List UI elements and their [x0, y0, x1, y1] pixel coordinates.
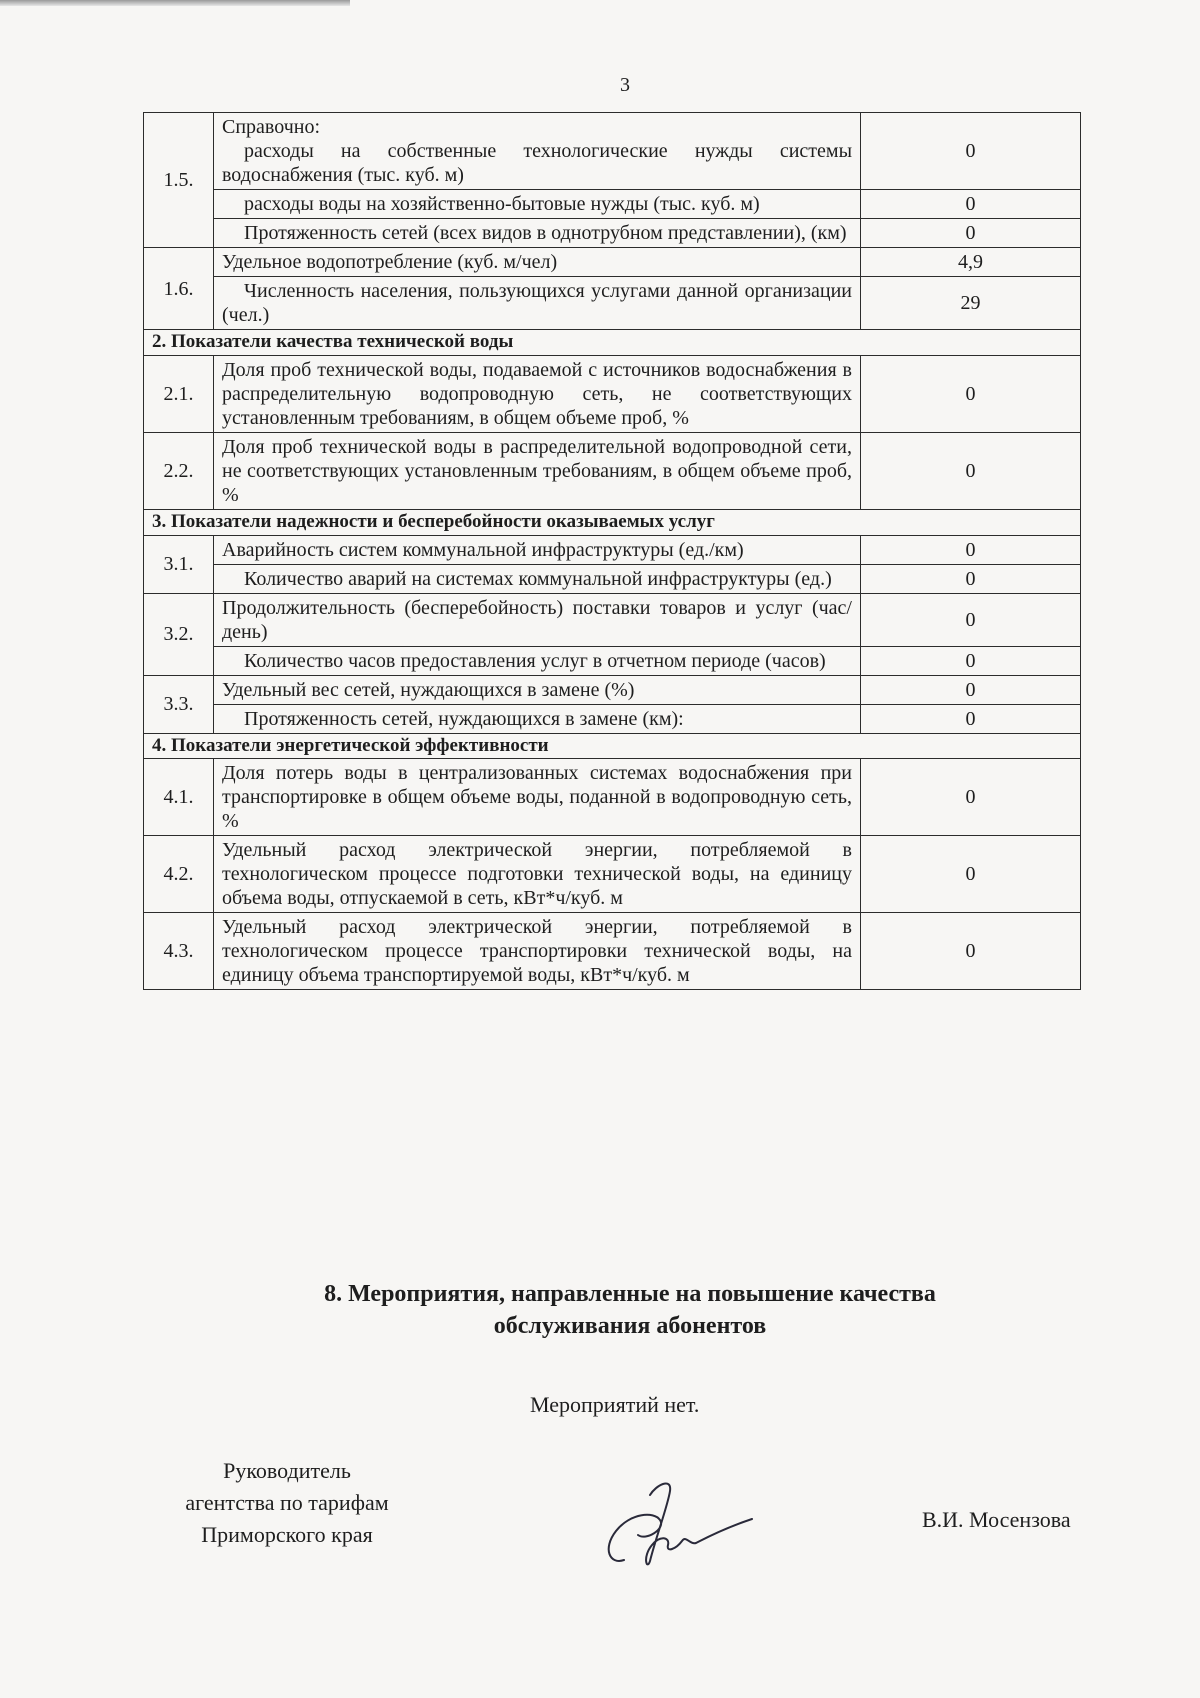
indicator-value: 0	[861, 564, 1081, 593]
table-row	[144, 646, 1081, 675]
row-number: 1.5.	[144, 113, 214, 248]
reference-label: Справочно:	[222, 116, 321, 138]
indicator-text: Протяженность сетей (всех видов в однотрубном представлении), (км)	[214, 219, 861, 248]
indicator-value: 29	[861, 277, 1081, 330]
indicator-value: 0	[861, 190, 1081, 219]
indicator-text: Удельный расход электрической энергии, потребляемой в технологическом процессе подготовки технической воды, на единицу объема воды, отпускаемой в сеть, кВт*ч/куб. м	[214, 836, 861, 913]
section-8-title	[230, 1278, 1030, 1343]
indicator-value: 0	[861, 593, 1081, 646]
indicator-value: 0	[861, 836, 1081, 913]
row-number: 3.2.	[144, 593, 214, 675]
measures-note: Мероприятий нет.	[530, 1392, 700, 1417]
table-row	[144, 564, 1081, 593]
table-row	[144, 113, 1081, 190]
row-number: 4.1.	[144, 759, 214, 836]
indicator-text	[214, 113, 861, 190]
page-number: 3	[620, 74, 630, 96]
section-header-row	[144, 733, 1081, 759]
indicator-text: Количество часов предоставления услуг в отчетном периоде (часов)	[214, 646, 861, 675]
section-header-row	[144, 509, 1081, 535]
signer-name: В.И. Мосензова	[922, 1507, 1071, 1532]
handwritten-signature	[600, 1465, 760, 1575]
table-row	[144, 593, 1081, 646]
table-row	[144, 248, 1081, 277]
table-row	[144, 836, 1081, 913]
scan-edge	[0, 0, 350, 6]
indicator-text: Удельный расход электрической энергии, потребляемой в технологическом процессе транспортировки технической воды, на единицу объема транспортируемой воды, кВт*ч/куб. м	[214, 913, 861, 990]
indicators-table	[143, 112, 1081, 990]
indicator-text: Численность населения, пользующихся услугами данной организации (чел.)	[214, 277, 861, 330]
section-header: 3. Показатели надежности и бесперебойности оказываемых услуг	[144, 509, 1081, 535]
indicator-text: Количество аварий на системах коммунальной инфраструктуры (ед.)	[214, 564, 861, 593]
indicator-text: Доля проб технической воды в распределительной водопроводной сети, не соответствующих установленным требованиям, в общем объеме проб, %	[214, 432, 861, 509]
indicator-value: 0	[861, 759, 1081, 836]
indicator-text: Удельное водопотребление (куб. м/чел)	[214, 248, 861, 277]
row-number: 4.3.	[144, 913, 214, 990]
indicator-text: Аварийность систем коммунальной инфраструктуры (ед./км)	[214, 535, 861, 564]
indicator-value: 0	[861, 646, 1081, 675]
section-header: 4. Показатели энергетической эффективности	[144, 733, 1081, 759]
indicator-text: Доля проб технической воды, подаваемой с источников водоснабжения в распределительную водопроводную сеть, не соответствующих установленным требованиям, в общем объеме проб, %	[214, 355, 861, 432]
indicator-text: Удельный вес сетей, нуждающихся в замене (%)	[214, 675, 861, 704]
row-number: 2.1.	[144, 355, 214, 432]
table-row	[144, 355, 1081, 432]
signer-position-line: Руководитель	[223, 1458, 351, 1483]
table-row	[144, 190, 1081, 219]
table-row	[144, 277, 1081, 330]
signer-position-line: агентства по тарифам	[185, 1489, 389, 1515]
indicator-value: 0	[861, 113, 1081, 190]
row-number: 3.1.	[144, 535, 214, 593]
indicator-text: Протяженность сетей, нуждающихся в замене (км):	[214, 704, 861, 733]
section-header-row	[144, 330, 1081, 356]
row-number: 3.3.	[144, 675, 214, 733]
table-row	[144, 219, 1081, 248]
table-row	[144, 432, 1081, 509]
indicator-value: 0	[861, 675, 1081, 704]
indicator-value: 0	[861, 219, 1081, 248]
indicator-value: 0	[861, 704, 1081, 733]
indicator-value: 0	[861, 432, 1081, 509]
indicator-text-line: расходы на собственные технологические нужды системы водоснабжения (тыс. куб. м)	[222, 140, 852, 186]
row-number: 4.2.	[144, 836, 214, 913]
indicator-text: расходы воды на хозяйственно-бытовые нужды (тыс. куб. м)	[214, 190, 861, 219]
signer-position	[152, 1455, 422, 1551]
indicator-value: 0	[861, 913, 1081, 990]
indicator-text: Продолжительность (бесперебойность) поставки товаров и услуг (час/день)	[214, 593, 861, 646]
table-row	[144, 759, 1081, 836]
section-8-title-line: обслуживания абонентов	[493, 1313, 767, 1340]
table-row	[144, 535, 1081, 564]
row-number: 2.2.	[144, 432, 214, 509]
indicator-text: Доля потерь воды в централизованных системах водоснабжения при транспортировке в общем объеме воды, поданной в водопроводную сеть, %	[214, 759, 861, 836]
table-row	[144, 704, 1081, 733]
indicator-value: 4,9	[861, 248, 1081, 277]
indicator-value: 0	[861, 535, 1081, 564]
signer-position-line: Приморского края	[201, 1521, 373, 1547]
indicator-value: 0	[861, 355, 1081, 432]
section-header: 2. Показатели качества технической воды	[144, 330, 1081, 356]
table-row	[144, 675, 1081, 704]
section-8-title-line: 8. Мероприятия, направленные на повышение качества	[324, 1281, 936, 1307]
table-row	[144, 913, 1081, 990]
row-number: 1.6.	[144, 248, 214, 330]
